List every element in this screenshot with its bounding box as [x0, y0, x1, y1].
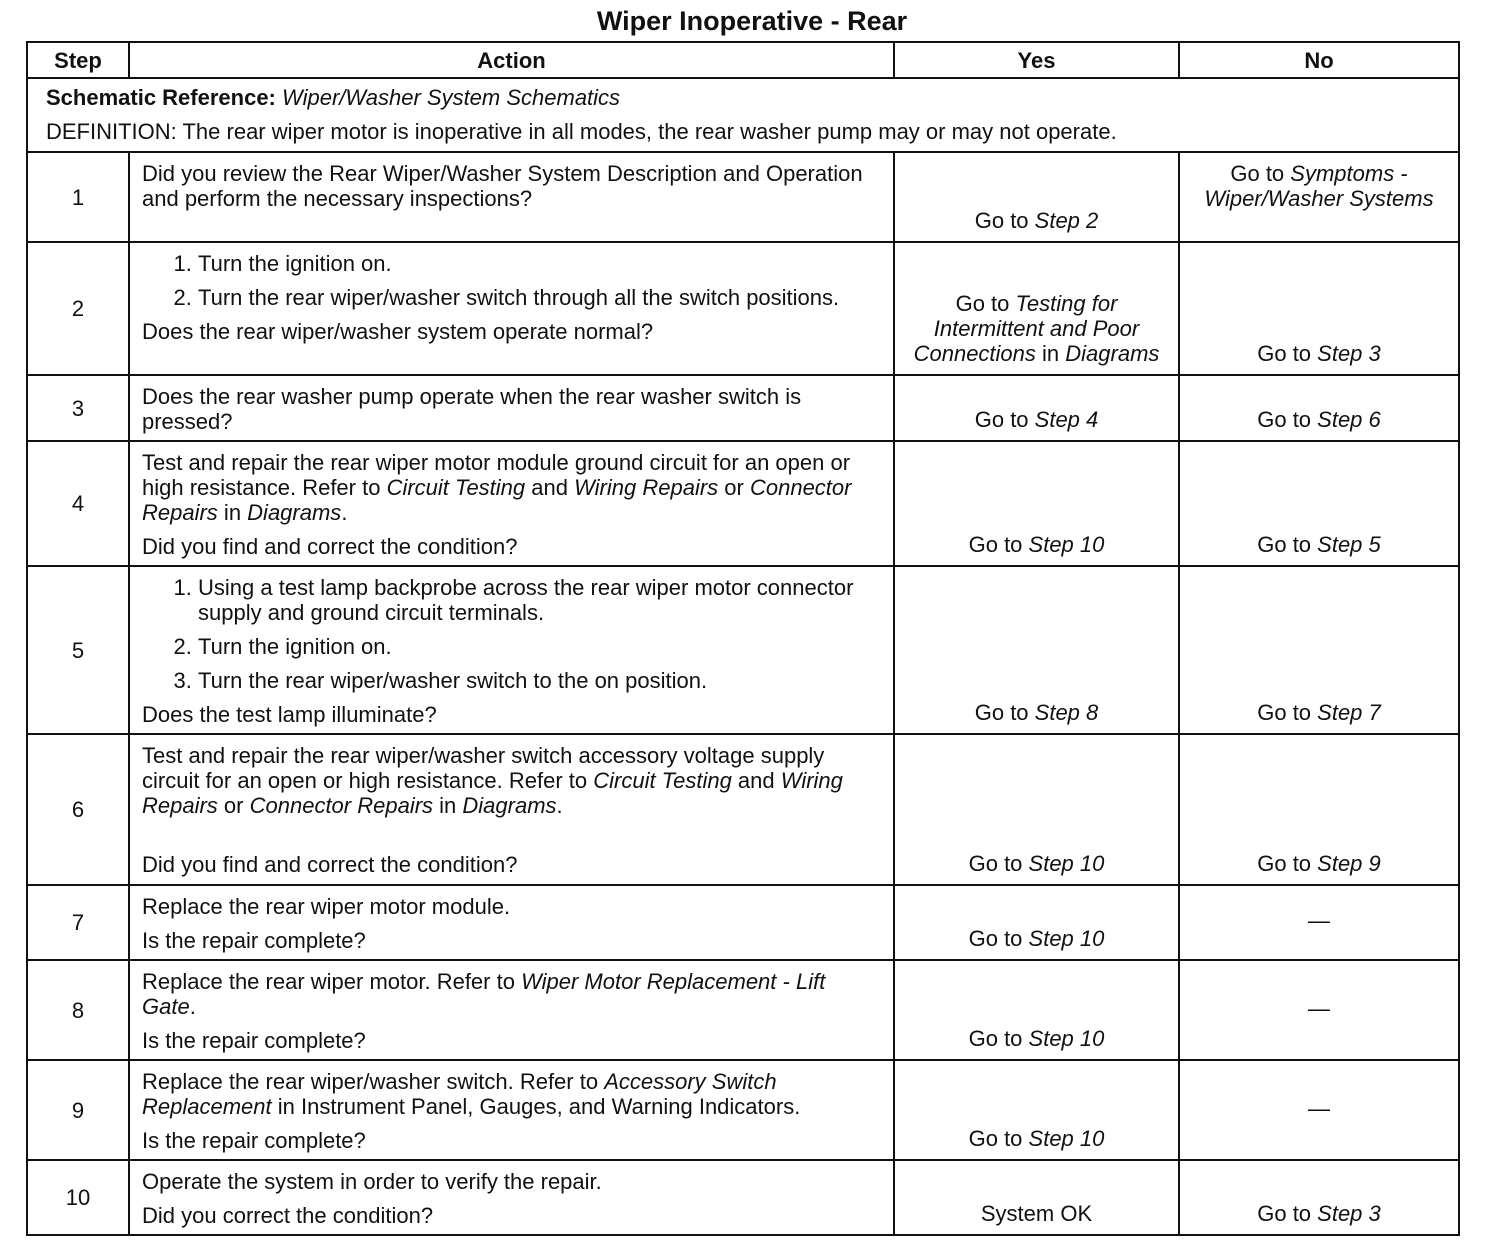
list-item: 1. Turn the ignition on.: [198, 251, 883, 276]
yes-cell: Go to Testing for Intermittent and Poor Connections in Diagrams: [894, 242, 1179, 375]
yes-cell: Go to Step 10: [894, 1060, 1179, 1160]
instruction-list: [142, 575, 883, 693]
table-row: [27, 734, 1459, 885]
table-row: [27, 441, 1459, 566]
circuit-testing-link[interactable]: Circuit Testing: [593, 768, 732, 793]
table-row: [27, 1160, 1459, 1235]
accessory-switch-replacement-link[interactable]: Accessory Switch Replacement: [142, 1069, 777, 1119]
schematic-label: Schematic Reference:: [46, 85, 276, 110]
yes-cell: Go to Step 8: [894, 566, 1179, 734]
action-text: Replace the rear wiper motor. Refer to Wiper Motor Replacement - Lift Gate.: [142, 969, 826, 1019]
action-text: Did you review the Rear Wiper/Washer System Description and Operation and perform the necessary inspections?: [142, 161, 863, 211]
step-number: 5: [27, 566, 129, 734]
header-no: No: [1179, 42, 1459, 78]
wiper-motor-replacement-link[interactable]: Wiper Motor Replacement - Lift Gate: [142, 969, 826, 1019]
step-link[interactable]: Step 2: [1034, 208, 1099, 233]
question-text: Does the rear wiper/washer system operate normal?: [142, 319, 654, 344]
page-title: Wiper Inoperative - Rear: [596, 6, 908, 36]
step-link[interactable]: Step 10: [1028, 851, 1105, 876]
step-link[interactable]: Step 10: [1028, 926, 1105, 951]
step-link[interactable]: Step 7: [1317, 700, 1381, 725]
schematic-link[interactable]: Wiper/Washer System Schematics: [282, 85, 621, 110]
table-row: [27, 960, 1459, 1060]
step-number: 3: [27, 375, 129, 441]
header-step: Step: [27, 42, 129, 78]
yes-cell: Go to Step 2: [894, 152, 1179, 242]
diagrams-link[interactable]: Diagrams: [1065, 341, 1160, 366]
table-row: [27, 885, 1459, 960]
list-item: 1. Using a test lamp backprobe across the rear wiper motor connector supply and ground circuit terminals.: [198, 575, 883, 625]
no-cell: Go to Step 3: [1179, 242, 1459, 375]
no-cell: Go to Step 6: [1179, 375, 1459, 441]
diagnostic-table: [26, 41, 1460, 1236]
diagrams-link[interactable]: Diagrams: [462, 793, 557, 818]
question-text: Does the test lamp illuminate?: [142, 702, 437, 727]
yes-cell: Go to Step 4: [894, 375, 1179, 441]
step-link[interactable]: Step 4: [1034, 407, 1099, 432]
question-text: Is the repair complete?: [142, 1028, 366, 1053]
no-cell: Go to Symptoms - Wiper/Washer Systems: [1179, 152, 1459, 242]
step-number: 10: [27, 1160, 129, 1235]
step-link[interactable]: Step 5: [1317, 532, 1381, 557]
header-yes: Yes: [894, 42, 1179, 78]
instruction-list: [142, 251, 883, 310]
question-text: Did you correct the condition?: [142, 1203, 434, 1228]
step-link[interactable]: Step 3: [1317, 341, 1381, 366]
step-number: 1: [27, 152, 129, 242]
no-cell: —: [1179, 1060, 1459, 1160]
symptoms-link[interactable]: Symptoms - Wiper/Washer Systems: [1204, 161, 1434, 211]
no-cell: Go to Step 9: [1179, 734, 1459, 885]
step-link[interactable]: Step 10: [1028, 532, 1105, 557]
step-number: 2: [27, 242, 129, 375]
no-cell: Go to Step 5: [1179, 441, 1459, 566]
question-text: Is the repair complete?: [142, 1128, 366, 1153]
step-link[interactable]: Step 10: [1028, 1026, 1105, 1051]
wiring-repairs-link[interactable]: Wiring Repairs: [142, 768, 843, 818]
step-number: 7: [27, 885, 129, 960]
table-row: [27, 566, 1459, 734]
connector-repairs-link[interactable]: Connector Repairs: [249, 793, 434, 818]
step-link[interactable]: Step 3: [1317, 1201, 1381, 1226]
diagrams-link[interactable]: Diagrams: [247, 500, 342, 525]
yes-cell: Go to Step 10: [894, 960, 1179, 1060]
list-item: 3. Turn the rear wiper/washer switch to the on position.: [198, 668, 883, 693]
table-row: [27, 152, 1459, 242]
step-link[interactable]: Step 8: [1034, 700, 1099, 725]
question-text: Did you find and correct the condition?: [142, 534, 518, 559]
table-row: [27, 1060, 1459, 1160]
question-text: Did you find and correct the condition?: [142, 852, 518, 877]
question-text: Is the repair complete?: [142, 928, 366, 953]
connector-repairs-link[interactable]: Connector Repairs: [142, 475, 852, 525]
step-number: 9: [27, 1060, 129, 1160]
action-text: Does the rear washer pump operate when the rear washer switch is pressed?: [142, 384, 802, 434]
yes-cell: Go to Step 10: [894, 441, 1179, 566]
yes-cell: Go to Step 10: [894, 734, 1179, 885]
step-number: 4: [27, 441, 129, 566]
wiring-repairs-link[interactable]: Wiring Repairs: [574, 475, 719, 500]
step-number: 8: [27, 960, 129, 1060]
testing-link[interactable]: Testing for Intermittent and Poor Connections: [913, 291, 1140, 366]
list-item: 2. Turn the rear wiper/washer switch through all the switch positions.: [198, 285, 883, 310]
action-text: Test and repair the rear wiper/washer switch accessory voltage supply circuit for an open or high resistance. Refer to Circuit Testing and Wiring Repairs or Connector Repairs in Diagrams.: [142, 743, 843, 818]
table-row: [27, 242, 1459, 375]
step-link[interactable]: Step 9: [1317, 851, 1381, 876]
action-text: Replace the rear wiper/washer switch. Refer to Accessory Switch Replacement in Instrument Panel, Gauges, and Warning Indicators.: [142, 1069, 801, 1119]
action-text: Replace the rear wiper motor module.: [142, 894, 511, 919]
no-cell: Go to Step 3: [1179, 1160, 1459, 1235]
no-cell: —: [1179, 885, 1459, 960]
schematic-reference: [46, 85, 1446, 110]
no-cell: —: [1179, 960, 1459, 1060]
action-text: Test and repair the rear wiper motor module ground circuit for an open or high resistance. Refer to Circuit Testing and Wiring Repairs or Connector Repairs in Diagrams.: [142, 450, 852, 525]
header-action: Action: [129, 42, 894, 78]
step-number: 6: [27, 734, 129, 885]
yes-cell: System OK: [894, 1160, 1179, 1235]
no-cell: Go to Step 7: [1179, 566, 1459, 734]
schematic-row: [27, 78, 1459, 152]
circuit-testing-link[interactable]: Circuit Testing: [386, 475, 526, 500]
definition-text: DEFINITION: The rear wiper motor is inoperative in all modes, the rear washer pump may or may not operate.: [46, 119, 1117, 144]
step-link[interactable]: Step 10: [1028, 1126, 1105, 1151]
list-item: 2. Turn the ignition on.: [198, 634, 883, 659]
action-text: Operate the system in order to verify the repair.: [142, 1169, 602, 1194]
table-row: [27, 375, 1459, 441]
step-link[interactable]: Step 6: [1317, 407, 1381, 432]
yes-cell: Go to Step 10: [894, 885, 1179, 960]
header-row: [27, 42, 1459, 78]
